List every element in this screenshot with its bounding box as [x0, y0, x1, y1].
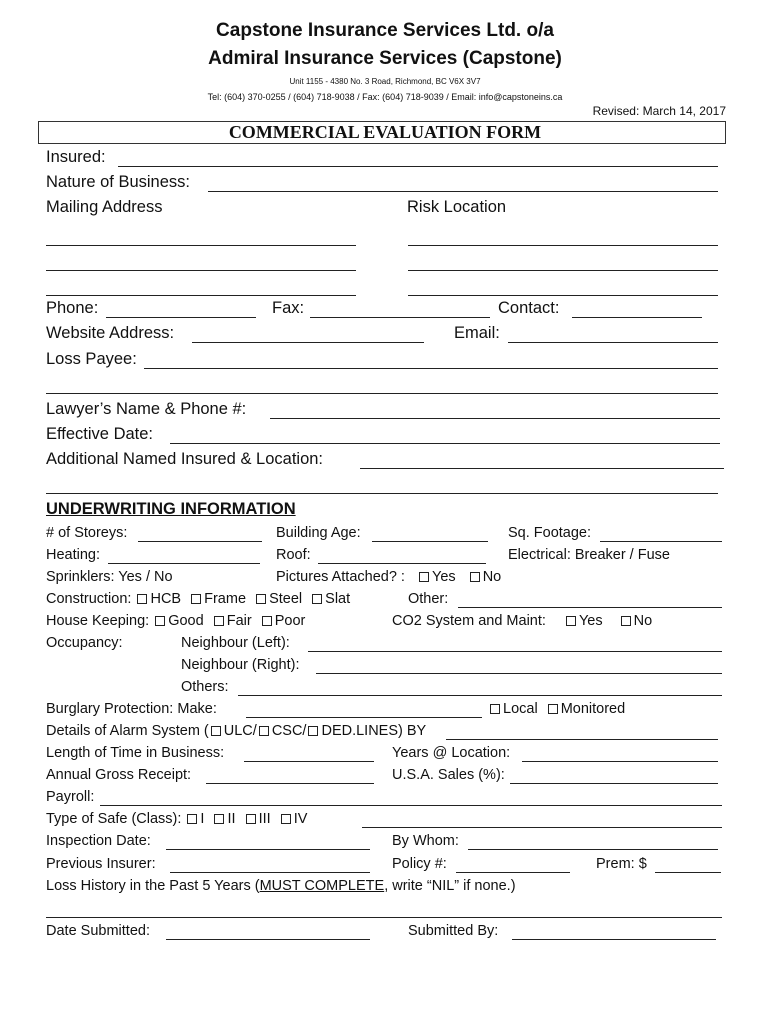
safe-i[interactable]	[185, 811, 204, 827]
by-whom-field[interactable]	[468, 849, 718, 850]
gross-field[interactable]	[206, 783, 374, 784]
construction-row	[46, 591, 350, 607]
submitted-by-field[interactable]	[512, 939, 716, 940]
checkbox-icon[interactable]	[308, 726, 318, 736]
phone-field[interactable]	[106, 317, 256, 318]
contact-field[interactable]	[572, 317, 702, 318]
policy-label: Policy #:	[392, 856, 447, 872]
revised-date: Revised: March 14, 2017	[592, 104, 726, 118]
burglary-label: Burglary Protection: Make:	[46, 701, 217, 717]
others-label: Others:	[181, 679, 229, 695]
others-field[interactable]	[238, 695, 722, 696]
inspection-field[interactable]	[166, 849, 370, 850]
insured-field[interactable]	[118, 166, 718, 167]
yes-label: Yes	[432, 569, 456, 585]
building-age-label: Building Age:	[276, 525, 361, 541]
occupancy-label: Occupancy:	[46, 635, 123, 651]
housekeeping-poor[interactable]	[260, 613, 306, 629]
safe-row	[46, 811, 307, 827]
storeys-label: # of Storeys:	[46, 525, 128, 541]
steel-label: Steel	[269, 591, 303, 607]
loss-payee-label: Loss Payee:	[46, 350, 137, 368]
company-name: Capstone Insurance Services Ltd. o/a	[216, 20, 554, 41]
gross-label: Annual Gross Receipt:	[46, 767, 192, 783]
nature-label: Nature of Business:	[46, 173, 190, 191]
checkbox-icon[interactable]	[281, 814, 291, 824]
pictures-no[interactable]	[468, 569, 502, 585]
housekeeping-fair[interactable]	[212, 613, 252, 629]
additional-field[interactable]	[360, 468, 724, 469]
housekeeping-label: House Keeping:	[46, 613, 150, 629]
safe-iv[interactable]	[279, 811, 308, 827]
burglary-options	[488, 701, 625, 717]
neighbour-right-field[interactable]	[316, 673, 722, 674]
construction-label: Construction:	[46, 591, 132, 607]
checkbox-icon[interactable]	[262, 616, 272, 626]
insured-row	[46, 148, 106, 167]
neighbour-right-label: Neighbour (Right):	[181, 657, 300, 673]
email-label: Email:	[454, 324, 500, 342]
mailing-label: Mailing Address	[46, 198, 163, 216]
usa-sales-field[interactable]	[510, 783, 718, 784]
checkbox-icon[interactable]	[211, 726, 221, 736]
building-age-field[interactable]	[372, 541, 488, 542]
lawyer-field[interactable]	[270, 418, 720, 419]
hcb-label: HCB	[150, 591, 182, 607]
safe-iii[interactable]	[244, 811, 271, 827]
loss-history-row	[46, 878, 516, 894]
usa-sales-label: U.S.A. Sales (%):	[392, 767, 505, 783]
prem-label: Prem: $	[596, 856, 647, 872]
length-field[interactable]	[244, 761, 374, 762]
pictures-yes[interactable]	[417, 569, 456, 585]
loss-payee-field[interactable]	[144, 368, 718, 369]
contact-label: Contact:	[498, 299, 560, 317]
form-title: COMMERCIAL EVALUATION FORM	[228, 122, 542, 142]
mailing-line-2[interactable]	[46, 270, 356, 271]
fax-label: Fax:	[272, 299, 305, 317]
fax-field[interactable]	[310, 317, 490, 318]
csc-label: CSC/	[271, 723, 307, 739]
risk-line-2[interactable]	[408, 270, 718, 271]
roof-label: Roof:	[276, 547, 311, 563]
underwriting-heading: UNDERWRITING INFORMATION	[46, 500, 296, 518]
checkbox-icon[interactable]	[187, 814, 197, 824]
checkbox-icon[interactable]	[155, 616, 165, 626]
burglary-local[interactable]	[488, 701, 538, 717]
prev-insurer-label: Previous Insurer:	[46, 856, 156, 872]
checkbox-icon[interactable]	[259, 726, 269, 736]
loss-history-label: Loss History in the Past 5 Years (	[46, 878, 260, 894]
no-label: No	[633, 613, 653, 629]
date-submitted-label: Date Submitted:	[46, 923, 150, 939]
frame-label: Frame	[204, 591, 247, 607]
email-field[interactable]	[508, 342, 718, 343]
loss-history-field[interactable]	[46, 917, 722, 918]
housekeeping-good[interactable]	[153, 613, 203, 629]
payroll-label: Payroll:	[46, 789, 95, 805]
other-field[interactable]	[458, 607, 722, 608]
pictures-label: Pictures Attached? :	[276, 569, 405, 585]
pictures-row	[276, 569, 501, 585]
checkbox-icon[interactable]	[621, 616, 631, 626]
policy-field[interactable]	[456, 872, 570, 873]
by-whom-label: By Whom:	[392, 833, 459, 849]
company-contact: Tel: (604) 370-0255 / (604) 718-9038 / Fax: (604) 718-9039 / Email: info@capstoneins.ca	[207, 92, 563, 102]
checkbox-icon[interactable]	[256, 594, 266, 604]
additional-label: Additional Named Insured & Location:	[46, 450, 324, 468]
length-label: Length of Time in Business:	[46, 745, 225, 761]
inspection-label: Inspection Date:	[46, 833, 151, 849]
checkbox-icon[interactable]	[191, 594, 201, 604]
nature-field[interactable]	[208, 191, 718, 192]
loss-payee-field-2[interactable]	[46, 393, 718, 394]
mailing-line-3[interactable]	[46, 295, 356, 296]
checkbox-icon[interactable]	[137, 594, 147, 604]
construction-steel[interactable]	[254, 591, 302, 607]
construction-hcb[interactable]	[135, 591, 181, 607]
sq-footage-label: Sq. Footage:	[508, 525, 592, 541]
safe-label: Type of Safe (Class):	[46, 811, 182, 827]
good-label: Good	[168, 613, 204, 629]
construction-slat[interactable]	[310, 591, 350, 607]
company-dba: Admiral Insurance Services (Capstone)	[208, 48, 562, 69]
sq-footage-field[interactable]	[600, 541, 722, 542]
co2-no[interactable]	[619, 613, 653, 629]
construction-frame[interactable]	[189, 591, 246, 607]
alarm-label: Details of Alarm System (	[46, 723, 209, 739]
no-label: No	[482, 569, 502, 585]
years-location-field[interactable]	[522, 761, 718, 762]
prev-insurer-field[interactable]	[170, 872, 370, 873]
alarm-by-field[interactable]	[446, 739, 718, 740]
co2-row	[392, 613, 652, 629]
must-complete-label: MUST COMPLETE	[259, 878, 385, 894]
mailing-line-1[interactable]	[46, 245, 356, 246]
checkbox-icon[interactable]	[566, 616, 576, 626]
co2-yes[interactable]	[564, 613, 603, 629]
effective-label: Effective Date:	[46, 425, 154, 443]
yes-label: Yes	[578, 613, 603, 629]
checkbox-icon[interactable]	[246, 814, 256, 824]
monitored-label: Monitored	[560, 701, 626, 717]
website-label: Website Address:	[46, 324, 175, 342]
roof-field[interactable]	[318, 563, 486, 564]
safe-ii-label: II	[227, 811, 236, 827]
ulc-label: ULC/	[223, 723, 257, 739]
safe-i-label: I	[200, 811, 205, 827]
heating-label: Heating:	[46, 547, 101, 563]
safe-field[interactable]	[362, 827, 722, 828]
ded-label: DED.LINES) BY	[321, 723, 427, 739]
sprinklers-label[interactable]: Sprinklers: Yes / No	[46, 569, 173, 585]
risk-line-1[interactable]	[408, 245, 718, 246]
risk-line-3[interactable]	[408, 295, 718, 296]
storeys-field[interactable]	[138, 541, 262, 542]
additional-field-2[interactable]	[46, 493, 718, 494]
heating-field[interactable]	[108, 563, 260, 564]
co2-label: CO2 System and Maint:	[392, 613, 546, 629]
loss-history-note: , write “NIL” if none.)	[384, 878, 516, 894]
other-label: Other:	[408, 591, 449, 607]
burglary-make-field[interactable]	[246, 717, 482, 718]
prem-field[interactable]	[655, 872, 721, 873]
poor-label: Poor	[274, 613, 306, 629]
checkbox-icon[interactable]	[490, 704, 500, 714]
checkbox-icon[interactable]	[548, 704, 558, 714]
neighbour-left-label: Neighbour (Left):	[181, 635, 290, 651]
checkbox-icon[interactable]	[419, 572, 429, 582]
housekeeping-row	[46, 613, 305, 629]
local-label: Local	[503, 701, 538, 717]
submitted-by-label: Submitted By:	[408, 923, 499, 939]
date-submitted-field[interactable]	[166, 939, 370, 940]
safe-iii-label: III	[258, 811, 271, 827]
checkbox-icon[interactable]	[312, 594, 322, 604]
website-field[interactable]	[192, 342, 424, 343]
slat-label: Slat	[325, 591, 351, 607]
checkbox-icon[interactable]	[470, 572, 480, 582]
fair-label: Fair	[226, 613, 252, 629]
insured-label: Insured:	[46, 148, 106, 166]
safe-iv-label: IV	[293, 811, 308, 827]
years-location-label: Years @ Location:	[392, 745, 511, 761]
effective-field[interactable]	[170, 443, 720, 444]
burglary-monitored[interactable]	[546, 701, 625, 717]
company-address: Unit 1155 - 4380 No. 3 Road, Richmond, BC V6X 3V7	[289, 77, 481, 86]
neighbour-left-field[interactable]	[308, 651, 722, 652]
checkbox-icon[interactable]	[214, 616, 224, 626]
alarm-row	[46, 723, 426, 739]
risk-label: Risk Location	[407, 198, 507, 216]
payroll-field[interactable]	[100, 805, 722, 806]
checkbox-icon[interactable]	[214, 814, 224, 824]
lawyer-label: Lawyer’s Name & Phone #:	[46, 400, 247, 418]
electrical-label[interactable]: Electrical: Breaker / Fuse	[508, 547, 670, 563]
safe-ii[interactable]	[212, 811, 235, 827]
phone-label: Phone:	[46, 299, 99, 317]
